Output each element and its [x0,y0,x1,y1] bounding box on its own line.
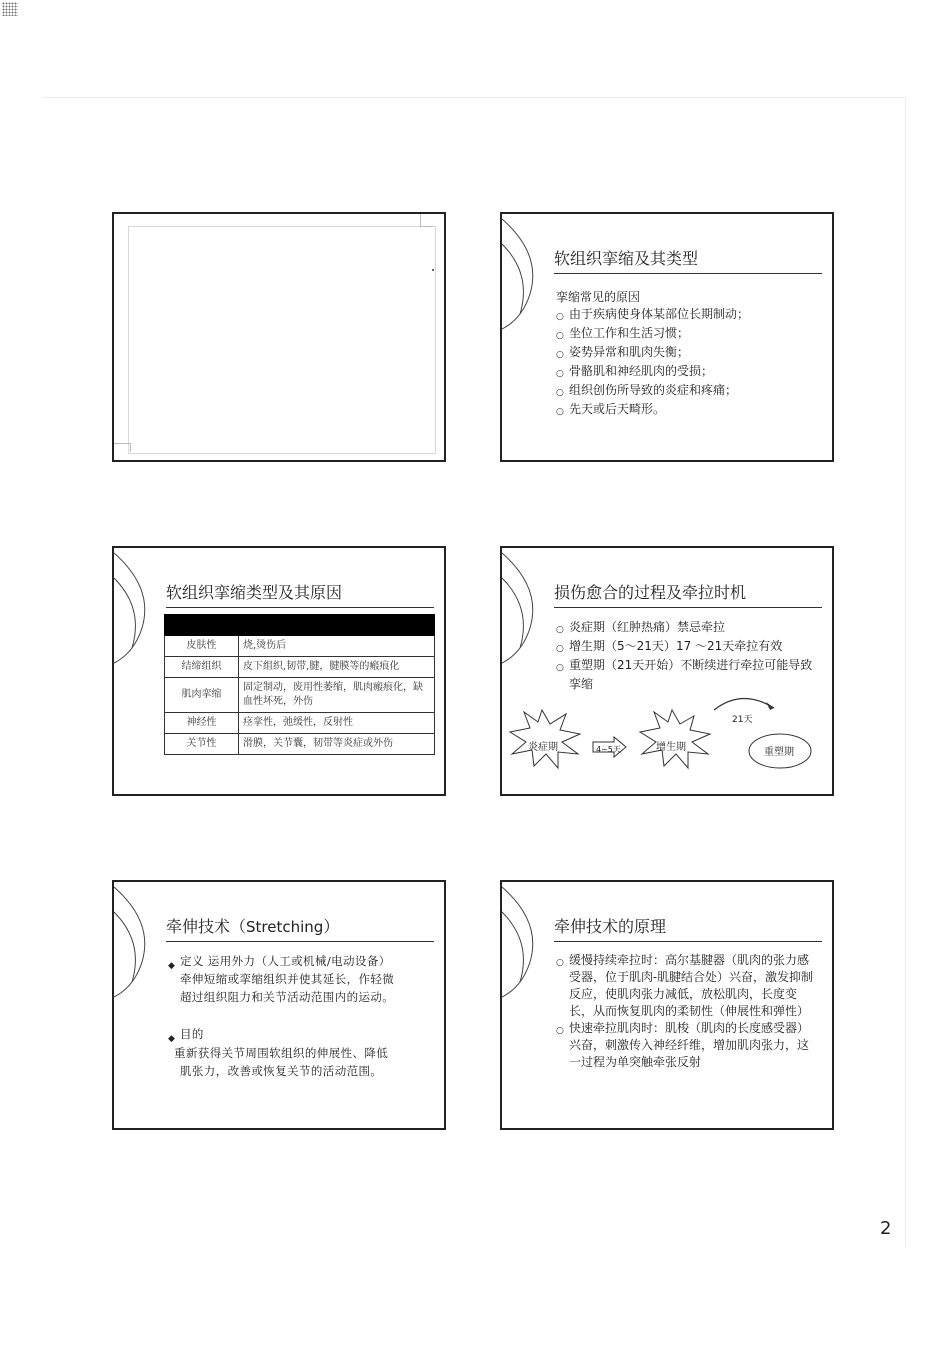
table-cell-cause: 滑膜，关节囊，韧带等炎症或外伤 [239,734,435,755]
corner-mark [420,214,433,227]
table-row [165,734,435,755]
table-cell-type: 肌肉挛缩 [165,678,239,713]
purpose-label: 目的 [180,1027,204,1041]
inflammation-burst-shape [510,710,580,768]
arrow-label-number: 21 [732,715,744,725]
purpose-line: 重新获得关节周围软组织的伸展性、降低 [174,1046,389,1060]
corner-dot-pattern [2,2,18,16]
cause-list [556,305,826,419]
list-intro: 挛缩常见的原因 [556,290,641,304]
stage-label-proliferation: 增生期 [656,742,686,753]
slide-4 [500,546,834,796]
definition-line: 超过组织阻力和关节活动范围内的运动。 [180,990,395,1004]
slide-title: 软组织挛缩及其类型 [554,246,822,274]
list-item: ○ 先天或后天畸形。 [556,400,826,419]
stage-label-remodeling: 重塑期 [764,747,794,758]
arrow-21-days [714,698,774,710]
arrow-label-unit: 天 [612,745,621,754]
list-item: ○ 由于疾病使身体某部位长期制动； [556,305,826,324]
decorative-arcs [114,882,174,1130]
slide-title: 牵伸技术的原理 [554,914,822,942]
title-latin: Stretching [246,918,324,936]
table-row [165,678,435,713]
table-header-cell [165,615,239,636]
arrow-label [732,714,752,725]
slide-title [166,914,434,942]
arrow-label-number: 4~5 [596,745,613,754]
slide-1-blank [112,212,446,462]
item-text: 重塑期（ [569,658,618,672]
table-cell-cause: 固定制动，废用性萎缩，肌肉瘢痕化，缺血性坏死，外伤 [239,678,435,713]
item-text: 炎症期（红肿热痛）禁忌牵拉 [569,620,726,634]
corner-mark [114,443,131,452]
table-cell-type: 结缔组织 [165,657,239,678]
table-row [165,657,435,678]
list-item: ○ 缓慢持续牵拉时：高尔基腱器（肌肉的张力感受器，位于肌肉-肌腱结合处）兴奋，激发抑制反应，使肌肉张力减低，放松肌肉，长度变长，从而恢复肌肉的柔韧性（伸展性和弹性） [556,952,818,1020]
item-text: 增生期（ [569,639,618,653]
item-number: 17 ～21 [675,639,723,653]
table-cell-type: 皮肤性 [165,636,239,657]
healing-stage-diagram [502,548,834,796]
decorative-arcs [502,214,562,462]
diamond-bullet-icon: ◆ [168,1034,175,1044]
definition-line: 牵伸短缩或挛缩组织并使其延长，作轻微 [180,972,395,986]
title-text: ） [323,917,340,936]
purpose-line: 肌张力，改善或恢复关节的活动范围。 [180,1064,383,1078]
table-cell-cause: 皮下组织,韧带,腱，腱膜等的瘢痕化 [239,657,435,678]
item-text: 天开始）不断续进行牵拉可能导致挛缩 [569,658,813,691]
title-text: 牵伸技术（ [166,917,247,936]
item-number: 5～21 [617,639,652,653]
slide-2 [500,212,834,462]
list-item: ○ 坐位工作和生活习惯； [556,324,826,343]
slide-5 [112,880,446,1130]
definition-line: 定义 运用外力（人工或机械/电动设备） [180,954,391,968]
diamond-bullet-icon: ◆ [168,961,175,971]
arrow-label-unit: 天 [743,715,753,725]
page-border-right [905,97,906,1247]
page-number: 2 [880,1218,892,1239]
table-cell-type: 关节性 [165,734,239,755]
list-item: ○ 姿势异常和肌肉失衡； [556,343,826,362]
table-row [165,713,435,734]
list-item: ○ 骨骼肌和神经肌肉的受损； [556,362,826,381]
proliferation-burst-shape [640,710,710,768]
slide-title: 软组织挛缩类型及其原因 [166,580,434,608]
decorative-arcs [502,882,562,1130]
contracture-type-table [164,614,435,755]
slide-6 [500,880,834,1130]
blank-placeholder-frame [128,226,436,454]
dot-mark [432,269,434,271]
item-text: 天牵拉有效 [722,639,783,653]
table-row [165,636,435,657]
arrow-label [596,745,621,754]
table-cell-cause: 痉挛性，弛缓性，反射性 [239,713,435,734]
slide-title: 损伤愈合的过程及牵拉时机 [554,580,822,608]
list-item: ○ 组织创伤所导致的炎症和疼痛； [556,381,826,400]
table-cell-type: 神经性 [165,713,239,734]
table-header-row [165,615,435,636]
principle-list [556,952,818,1071]
item-text: 天） [651,639,676,653]
item-number: 21 [617,658,633,672]
list-item: ○ 快速牵拉肌肉时：肌梭（肌肉的长度感受器）兴奋，刺激传入神经纤维，增加肌肉张力，这一过程为单突触牵张反射 [556,1020,818,1071]
table-header-cell [239,615,435,636]
slide-3 [112,546,446,796]
table-cell-cause: 烧,烫伤后 [239,636,435,657]
page-border-top [42,97,906,98]
arrow-21-days-head [766,702,774,710]
stage-label-inflammation: 炎症期 [528,742,558,753]
